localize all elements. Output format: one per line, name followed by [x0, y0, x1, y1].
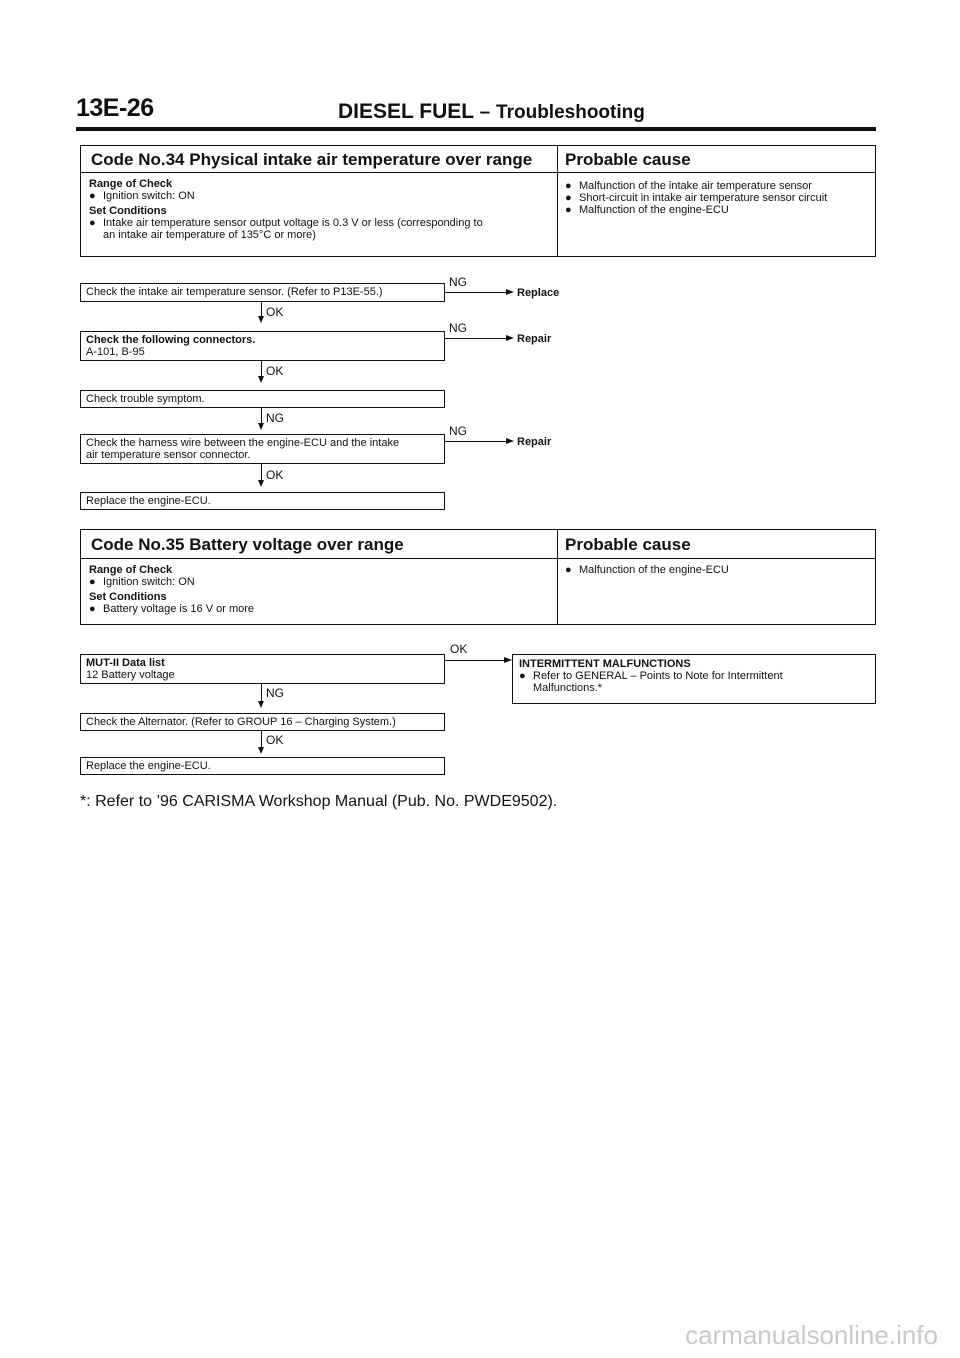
code34-divider [557, 146, 558, 256]
flow34-step1: Check the intake air temperature sensor. (Refer to P13E-55.) [80, 283, 445, 302]
code34-causes [565, 180, 827, 216]
flow34-step5: Replace the engine-ECU. [80, 492, 445, 510]
set-item: ● Intake air temperature sensor output voltage is 0.3 V or less (corresponding to [89, 217, 483, 229]
cause-item: ● Malfunction of the engine-ECU [565, 564, 729, 576]
intermittent-malfunctions-box: INTERMITTENT MALFUNCTIONS ● Refer to GENERAL – Points to Note for Intermittent Malfunctions.* [512, 654, 876, 704]
code34-conditions [89, 178, 483, 241]
connector [445, 292, 507, 293]
footnote: *: Refer to ’96 CARISMA Workshop Manual (Pub. No. PWDE9502). [80, 793, 558, 810]
flow34-step4: Check the harness wire between the engine-ECU and the intake air temperature sensor connector. [80, 434, 445, 464]
cause-item: ● Short-circuit in intake air temperature sensor circuit [565, 192, 828, 204]
range-label: Range of Check [89, 178, 173, 190]
code34-title: Code No.34 Physical intake air temperature over range [91, 150, 533, 169]
connector [261, 408, 262, 423]
connector [445, 660, 505, 661]
code35-title: Code No.35 Battery voltage over range [91, 535, 404, 554]
action-replace: Replace [517, 287, 560, 299]
arrow-down-icon [258, 480, 264, 487]
section-title: DIESEL FUEL [338, 100, 474, 123]
action-repair: Repair [517, 436, 552, 448]
range-label: Range of Check [89, 564, 173, 576]
ng-label: NG [449, 275, 467, 289]
connector [445, 441, 507, 442]
ok-label: OK [266, 305, 284, 319]
page-title [338, 100, 645, 124]
code35-conditions [89, 564, 254, 615]
section-subtitle: Troubleshooting [496, 102, 645, 123]
arrow-down-icon [258, 376, 264, 383]
arrow-right-icon [504, 657, 512, 663]
header-rule [76, 127, 876, 131]
cause-item: ● Malfunction of the engine-ECU [565, 204, 729, 216]
ok-label: OK [266, 364, 284, 378]
connector [445, 338, 507, 339]
flow34-step2: Check the following connectors. A-101, B-95 [80, 331, 445, 361]
range-item: ● Ignition switch: ON [89, 576, 195, 588]
title-dash: – [479, 102, 491, 123]
code35-divider [557, 530, 558, 624]
arrow-down-icon [258, 747, 264, 754]
connector [261, 361, 262, 376]
arrow-down-icon [258, 316, 264, 323]
flow35-step3: Replace the engine-ECU. [80, 757, 445, 775]
note-item-cont: Malfunctions.* [533, 682, 603, 694]
code35-cause-title: Probable cause [565, 535, 691, 554]
ng-label: NG [449, 321, 467, 335]
arrow-right-icon [506, 335, 514, 341]
arrow-down-icon [258, 423, 264, 430]
flow35-step2: Check the Alternator. (Refer to GROUP 16 – Charging System.) [80, 713, 445, 731]
code34-box [80, 145, 876, 257]
flow34-step3: Check trouble symptom. [80, 390, 445, 408]
flow35-step1: MUT-II Data list 12 Battery voltage [80, 654, 445, 684]
range-item: ● Ignition switch: ON [89, 190, 195, 202]
set-item-cont: an intake air temperature of 135°C or more) [103, 229, 316, 241]
ok-label: OK [450, 642, 468, 656]
code35-box [80, 529, 876, 625]
code34-cause-title: Probable cause [565, 150, 691, 169]
ng-label: NG [266, 686, 284, 700]
connector [261, 302, 262, 316]
watermark: carmanualsonline.info [685, 1320, 938, 1350]
code35-causes [565, 564, 729, 576]
ok-label: OK [266, 468, 284, 482]
note-item: ● Refer to GENERAL – Points to Note for Intermittent [519, 670, 783, 682]
connector [261, 731, 262, 747]
arrow-right-icon [506, 289, 514, 295]
set-label: Set Conditions [89, 205, 167, 217]
action-repair: Repair [517, 333, 552, 345]
arrow-down-icon [258, 701, 264, 708]
arrow-right-icon [506, 438, 514, 444]
ng-label: NG [449, 424, 467, 438]
connector [261, 684, 262, 701]
page-number: 13E-26 [76, 94, 154, 122]
set-item: ● Battery voltage is 16 V or more [89, 603, 255, 615]
connector [261, 464, 262, 480]
set-label: Set Conditions [89, 591, 167, 603]
cause-item: ● Malfunction of the intake air temperature sensor [565, 180, 812, 192]
ng-label: NG [266, 411, 284, 425]
ok-label: OK [266, 733, 284, 747]
